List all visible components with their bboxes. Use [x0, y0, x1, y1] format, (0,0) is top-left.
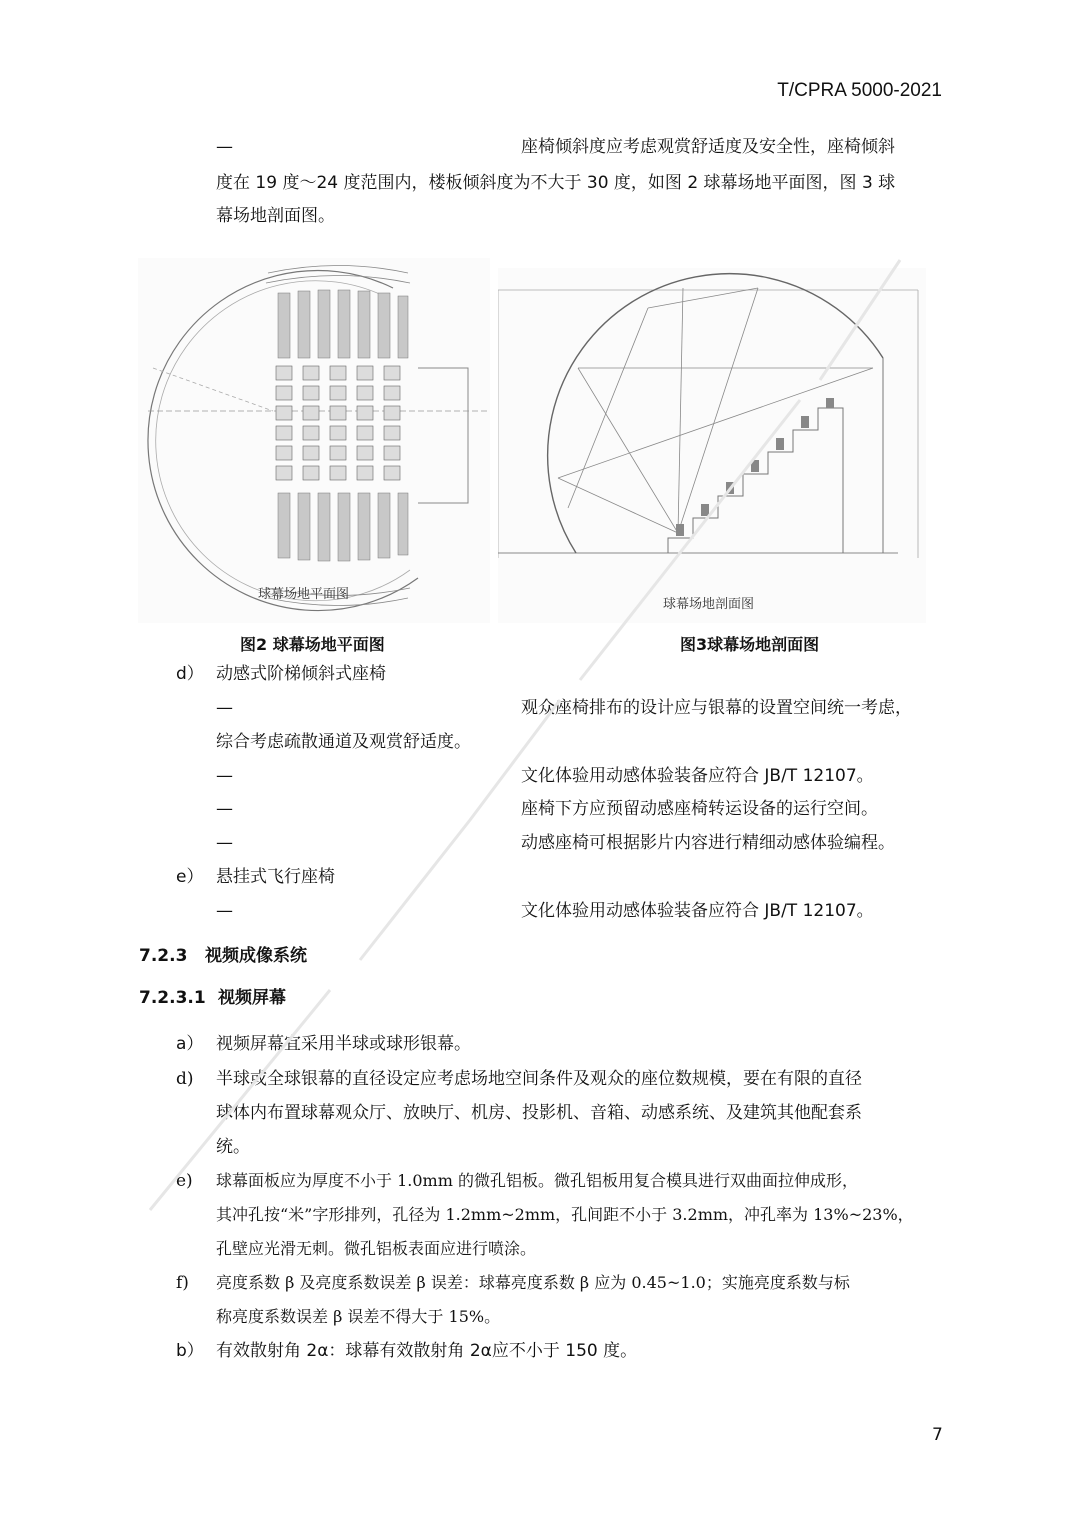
list-d-line-3: 统。: [216, 1137, 250, 1157]
list-d-marker: d): [176, 1069, 194, 1089]
intro-dash: —: [216, 137, 233, 157]
item-d-bullet-2-dash: —: [216, 766, 233, 786]
list-a-text: 视频屏幕宜采用半球或球形银幕。: [216, 1034, 471, 1054]
section-7-2-3-1-number: 7.2.3.1: [139, 988, 206, 1008]
item-d-bullet-1-line-2: 综合考虑疏散通道及观赏舒适度。: [216, 732, 471, 752]
list-d-line-1: 半球或全球银幕的直径设定应考虑场地空间条件及观众的座位数规模，要在有限的直径: [216, 1069, 862, 1089]
document-id: T/CPRA 5000-2021: [777, 80, 942, 101]
list-d-line-2: 球体内布置球幕观众厅、放映厅、机房、投影机、音箱、动感系统、及建筑其他配套系: [216, 1103, 862, 1123]
list-f-marker: f): [176, 1273, 189, 1293]
item-e-marker: e）: [176, 867, 204, 887]
list-e-line-2: 其冲孔按“米”字形排列，孔径为 1.2mm~2mm，孔间距不小于 3.2mm，冲孔率为 13%~23%，: [216, 1205, 914, 1224]
list-e-marker: e): [176, 1171, 193, 1191]
item-e-bullet-1-dash: —: [216, 901, 233, 921]
item-e-title: 悬挂式飞行座椅: [216, 867, 335, 887]
figure-3-inner-label: 球幕场地剖面图: [663, 597, 755, 612]
list-b-text: 有效散射角 2α：球幕有效散射角 2α应不小于 150 度。: [216, 1341, 638, 1361]
list-b-marker: b）: [176, 1341, 204, 1361]
figure-3-caption: 图3球幕场地剖面图: [680, 635, 820, 654]
intro-line-3: 幕场地剖面图。: [216, 206, 335, 226]
item-d-bullet-4-dash: —: [216, 833, 233, 853]
section-7-2-3-number: 7.2.3: [139, 946, 188, 966]
item-d-title: 动感式阶梯倾斜式座椅: [216, 664, 386, 684]
intro-line-2: 度在 19 度～24 度范围内，楼板倾斜度为不大于 30 度，如图 2 球幕场地平面图，图 3 球: [216, 173, 896, 193]
list-f-line-2: 称亮度系数误差 β 误差不得大于 15%。: [216, 1307, 501, 1326]
intro-line-1: 座椅倾斜度应考虑观赏舒适度及安全性，座椅倾斜: [521, 137, 895, 157]
figure-2-plan-drawing: [138, 258, 490, 623]
item-d-bullet-2: 文化体验用动感体验装备应符合 JB/T 12107。: [521, 766, 874, 786]
list-e-line-3: 孔壁应光滑无刺。微孔铝板表面应进行喷涂。: [216, 1239, 537, 1258]
figure-3-section-drawing: [498, 268, 926, 623]
item-e-bullet-1: 文化体验用动感体验装备应符合 JB/T 12107。: [521, 901, 874, 921]
list-f-line-1: 亮度系数 β 及亮度系数误差 β 误差：球幕亮度系数 β 应为 0.45~1.0；实施亮度系数与标: [216, 1273, 850, 1292]
item-d-bullet-1-line-1: 观众座椅排布的设计应与银幕的设置空间统一考虑，: [521, 698, 912, 718]
section-7-2-3-title: 视频成像系统: [205, 946, 307, 966]
section-7-2-3-1-title: 视频屏幕: [218, 988, 286, 1008]
figure-2-inner-label: 球幕场地平面图: [258, 587, 350, 602]
list-e-line-1: 球幕面板应为厚度不小于 1.0mm 的微孔铝板。微孔铝板用复合模具进行双曲面拉伸成形，: [216, 1171, 858, 1190]
item-d-bullet-4: 动感座椅可根据影片内容进行精细动感体验编程。: [521, 833, 895, 853]
item-d-bullet-1-dash: —: [216, 698, 233, 718]
list-a-marker: a）: [176, 1034, 204, 1054]
item-d-marker: d）: [176, 664, 204, 684]
item-d-bullet-3-dash: —: [216, 799, 233, 819]
item-d-bullet-3: 座椅下方应预留动感座椅转运设备的运行空间。: [521, 799, 878, 819]
figure-2-caption: 图2 球幕场地平面图: [240, 635, 385, 654]
page-number: 7: [932, 1425, 943, 1445]
